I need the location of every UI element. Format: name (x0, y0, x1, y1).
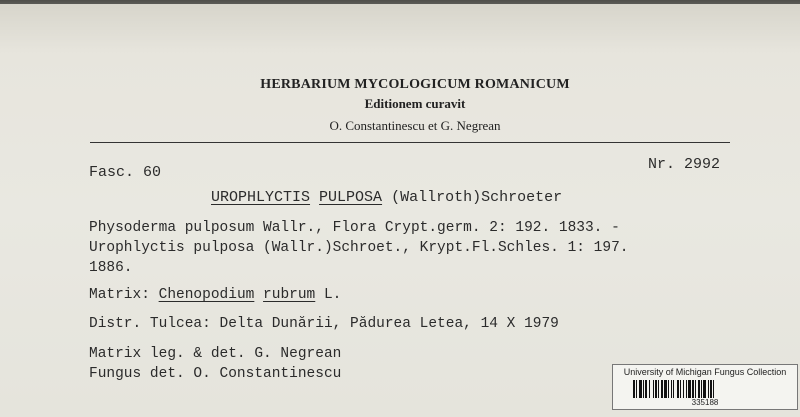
species-name (211, 189, 562, 206)
collection-name: University of Michigan Fungus Collection (623, 367, 787, 377)
species-epithet: PULPOSA (319, 189, 383, 206)
matrix-label: Matrix: (89, 287, 159, 303)
matrix-line (89, 287, 341, 303)
species-genus: UROPHLYCTIS (211, 189, 311, 206)
collector-text: Matrix leg. & det. G. Negrean Fungus det. O. Constantinescu (89, 346, 342, 382)
herbarium-editors: O. Constantinescu et G. Negrean (329, 118, 501, 133)
specimen-number: Nr. 2992 (648, 156, 721, 173)
divider-rule (90, 142, 730, 143)
collection-barcode-label (612, 364, 798, 410)
herbarium-subtitle: Editionem curavit (364, 96, 466, 111)
matrix-genus: Chenopodium (158, 287, 255, 303)
matrix-author: L. (315, 287, 342, 303)
species-author: (Wallroth)Schroeter (382, 189, 563, 206)
matrix-epithet: rubrum (263, 287, 316, 303)
barcode-bar (714, 380, 716, 398)
herbarium-title: HERBARIUM MYCOLOGICUM ROMANICUM (260, 77, 570, 92)
fascicle-number: Fasc. 60 (89, 164, 162, 181)
barcode (633, 380, 777, 398)
synonymy-text: Physoderma pulposum Wallr., Flora Crypt.germ. 2: 192. 1833. - Urophlyctis pulposa (Wallr.)Schroet., Krypt.Fl.Schles. 1: 197. 1886. (89, 220, 629, 276)
barcode-number: 335188 (691, 398, 719, 407)
distribution-text: Distr. Tulcea: Delta Dunării, Pădurea Letea, 14 X 1979 (89, 316, 559, 332)
herbarium-label (0, 4, 800, 417)
